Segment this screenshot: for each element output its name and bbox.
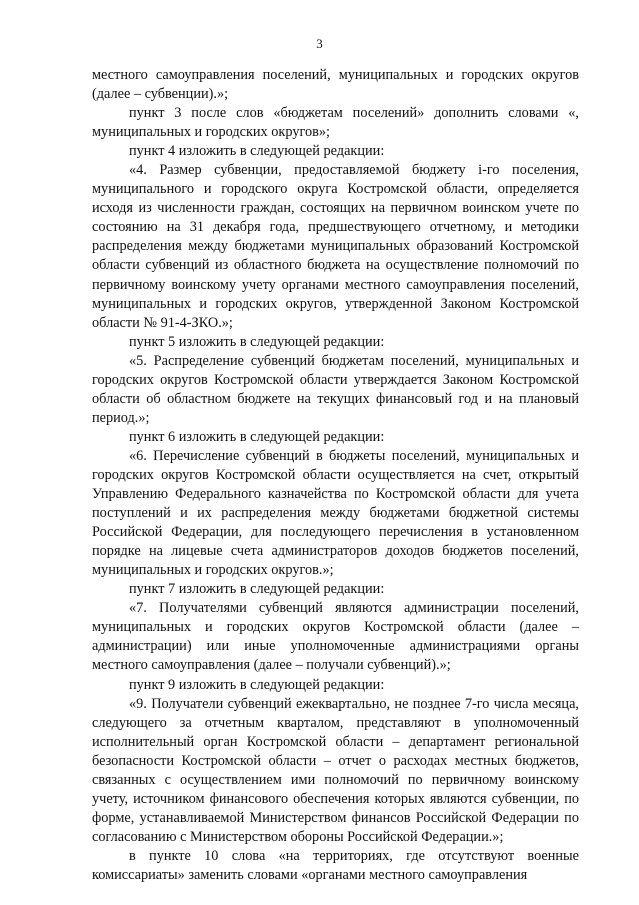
paragraph-intro-point-9: пункт 9 изложить в следующей редакции: <box>129 676 385 693</box>
paragraph-point-5-text: «5. Распределение субвенций бюджетам поселений, муниципальных и городских округов Костромской области утверждается Законом Костромской области об областном бюджете на текущих финансовый год и на плановый период.»; <box>92 352 579 426</box>
paragraph-intro-point-4: пункт 4 изложить в следующей редакции: <box>129 143 385 160</box>
paragraph-point-9-text: «9. Получатели субвенций ежеквартально, не позднее 7-го числа месяца, следующего за отчетным кварталом, представляют в уполномоченный исполнительный орган Костромской области – департамент региональной безопасности Костромской области – отчет о расходах местных бюджетов, связанных с осуществлением ими полномочий по первичному воинскому учету, источником финансового обеспечения которых являются субвенции, по форме, устанавливаемой Министерством финансов Российской Федерации по согласованию с Министерством обороны Российской Федерации.»; <box>92 695 579 845</box>
paragraph-amend-point-10: в пункте 10 слова «на территориях, где отсутствуют военные комиссариаты» заменить словами «органами местного самоуправления <box>92 847 579 883</box>
paragraph-point-6-text: «6. Перечисление субвенций в бюджеты поселений, муниципальных и городских округов Костромской области осуществляется на счет, открытый Управлению Федерального казначейства по Костромской области для учета поступлений и их распределения между бюджетами бюджетной системы Российской Федерации, для последующего перечисления в установленном порядке на лицевые счета администраторов доходов бюджетов поселений, муниципальных и городских округов.»; <box>92 447 579 579</box>
paragraph-amend-point-3: пункт 3 после слов «бюджетам поселений» дополнить словами «, муниципальных и городских округов»; <box>92 105 579 141</box>
page-number: 3 <box>316 36 323 51</box>
paragraph-point-4-text: «4. Размер субвенции, предоставляемой бюджету i-го поселения, муниципального и городского округа Костромской области, определяется исходя из численности граждан, состоящих на первичном воинском учете по состоянию на 31 декабря года, предшествующего отчетному, и методики распределения между бюджетами муниципальных образований Костромской области субвенций из областного бюджета на осуществление полномочий по первичному воинскому учету органами местного самоуправления поселений, муниципальных и городских округов, утвержденной Законом Костромской области № 91-4-ЗКО.»; <box>92 162 579 331</box>
paragraph-intro-point-7: пункт 7 изложить в следующей редакции: <box>129 581 385 598</box>
document-body <box>92 66 579 885</box>
paragraph-continuation: местного самоуправления поселений, муниципальных и городских округов (далее – субвенции).»; <box>92 67 579 103</box>
paragraph-point-7-text: «7. Получателями субвенций являются администрации поселений, муниципальных и городских округов Костромской области (далее – администрации) или иные уполномоченные администрациями органы местного самоуправления (далее – получали субвенций).»; <box>92 600 579 674</box>
paragraph-intro-point-5: пункт 5 изложить в следующей редакции: <box>129 333 385 350</box>
paragraph-intro-point-6: пункт 6 изложить в следующей редакции: <box>129 428 385 445</box>
